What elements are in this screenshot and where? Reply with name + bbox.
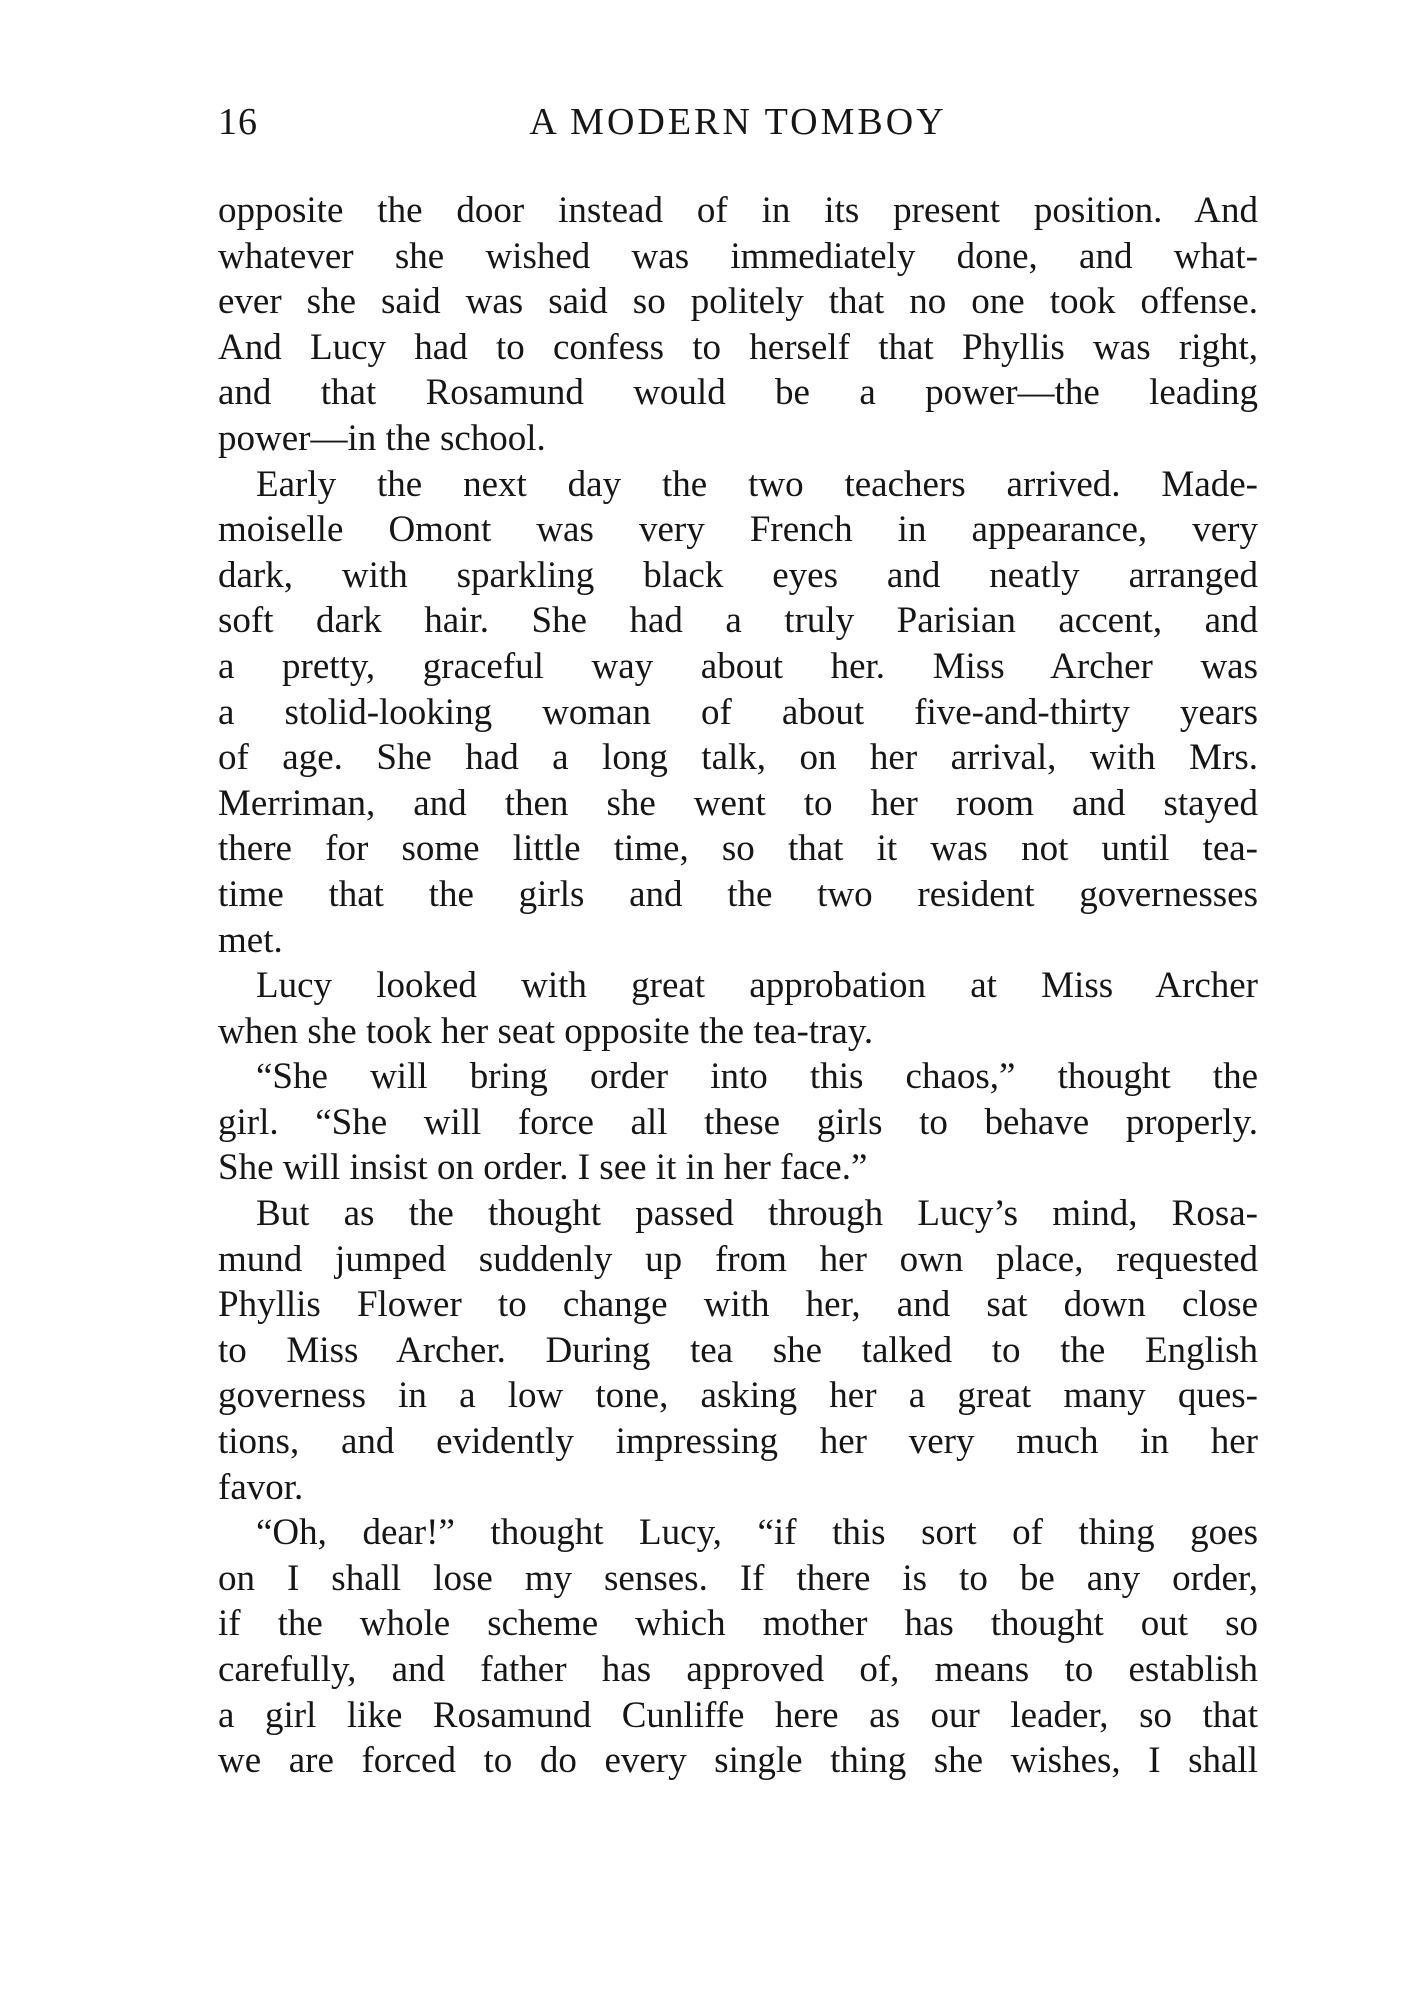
text-line: Merriman, and then she went to her room and stayed [218, 782, 1258, 824]
text-line: and that Rosamund would be a power—the leading [218, 372, 1258, 414]
text-line: girl. “She will force all these girls to behave properly. [218, 1101, 1258, 1143]
text-line: met. [218, 919, 283, 961]
text-line: on I shall lose my senses. If there is to be any order, [218, 1557, 1258, 1599]
text-line: soft dark hair. She had a truly Parisian accent, and [218, 600, 1258, 642]
text-line: if the whole scheme which mother has thought out so [218, 1603, 1258, 1645]
text-line: of age. She had a long talk, on her arrival, with Mrs. [218, 737, 1258, 779]
text-line: governess in a low tone, asking her a great many ques- [218, 1375, 1258, 1417]
text-line: a stolid-looking woman of about five-and-thirty years [218, 691, 1258, 733]
text-line: there for some little time, so that it was not until tea- [218, 828, 1258, 870]
text-line: But as the thought passed through Lucy’s mind, Rosa- [256, 1193, 1258, 1235]
running-title: A MODERN TOMBOY [529, 101, 947, 143]
text-line: dark, with sparkling black eyes and neatly arranged [218, 554, 1258, 596]
text-line: carefully, and father has approved of, means to establish [218, 1649, 1258, 1690]
text-line: whatever she wished was immediately done, and what- [218, 235, 1258, 277]
text-line: She will insist on order. I see it in her face.” [218, 1147, 868, 1189]
text-line: mund jumped suddenly up from her own place, requested [218, 1238, 1258, 1280]
page-header [218, 92, 1258, 152]
text-line: when she took her seat opposite the tea-tray. [218, 1010, 874, 1052]
text-line: ever she said was said so politely that no one took offense. [218, 281, 1258, 323]
text-line: power—in the school. [218, 417, 546, 459]
body-text [218, 188, 1258, 1784]
text-line: moiselle Omont was very French in appearance, very [218, 509, 1258, 551]
text-line: Early the next day the two teachers arrived. Made- [256, 463, 1258, 505]
text-line: to Miss Archer. During tea she talked to the English [218, 1329, 1258, 1371]
text-line: a girl like Rosamund Cunliffe here as our leader, so that [218, 1694, 1258, 1736]
text-line: favor. [218, 1466, 304, 1508]
text-line: Phyllis Flower to change with her, and sat down close [218, 1284, 1258, 1326]
text-line: a pretty, graceful way about her. Miss Archer was [218, 645, 1258, 687]
text-line: opposite the door instead of in its present position. And [218, 190, 1258, 231]
text-line: And Lucy had to confess to herself that Phyllis was right, [218, 326, 1258, 368]
text-line: “Oh, dear!” thought Lucy, “if this sort of thing goes [256, 1512, 1258, 1554]
text-line: we are forced to do every single thing she wishes, I shall [218, 1740, 1258, 1782]
text-line: tions, and evidently impressing her very much in her [218, 1421, 1258, 1463]
text-line: “She will bring order into this chaos,” thought the [256, 1056, 1258, 1098]
text-line: Lucy looked with great approbation at Miss Archer [256, 965, 1258, 1007]
page-number: 16 [218, 101, 258, 143]
text-line: time that the girls and the two resident governesses [218, 873, 1258, 915]
